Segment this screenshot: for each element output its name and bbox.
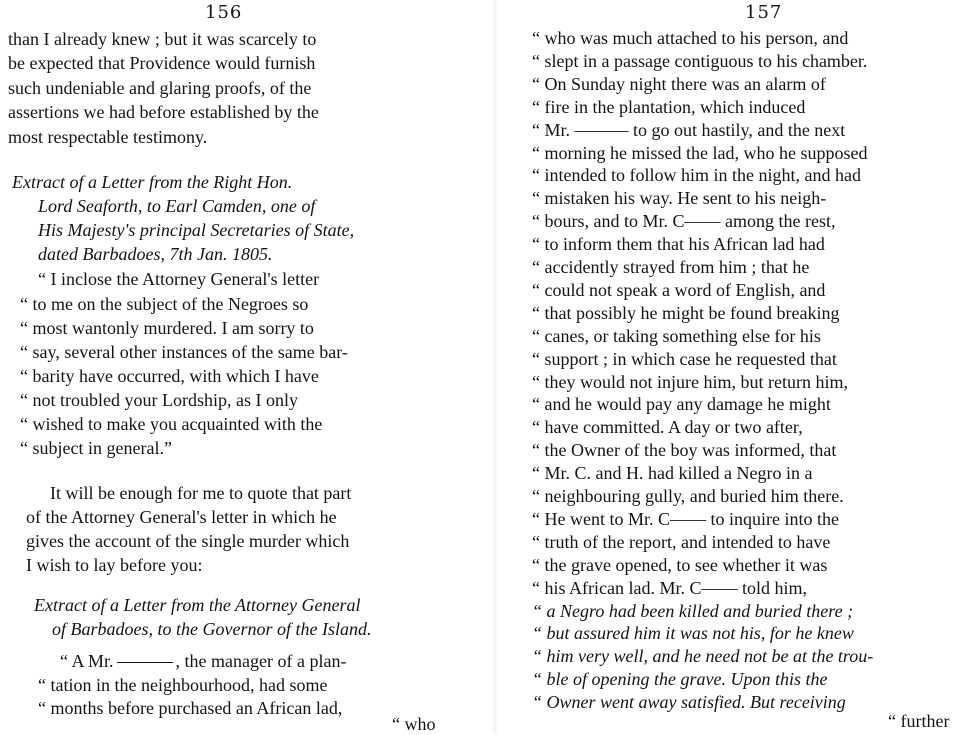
text-line: of the Attorney General's letter in which he (26, 507, 337, 527)
catchword: “ who (392, 714, 436, 734)
quote-start: “ A Mr. (60, 651, 114, 671)
text-line: “ to inform them that his African lad had (532, 234, 825, 255)
text-line: “ On Sunday night there was an alarm of (532, 73, 826, 94)
quote-line: “ months before purchased an African lad, (38, 698, 343, 718)
text-line: “ a Negro had been killed and buried there ; (532, 600, 854, 621)
text-line: “ him very well, and he need not be at the trou- (532, 646, 874, 667)
text-line: “ and he would pay any damage he might (532, 394, 831, 415)
page-number: 156 (205, 2, 243, 23)
quote-line: “ I inclose the Attorney General's letter (38, 269, 320, 289)
page-number: 157 (745, 2, 783, 23)
text-line: “ they would not injure him, but return him, (532, 371, 848, 392)
text-line: “ have committed. A day or two after, (532, 417, 803, 438)
text-line: “ He went to Mr. C—— to inquire into the (532, 508, 839, 529)
text-line: assertions we had before established by the (8, 102, 319, 122)
text-line: “ morning he missed the lad, who he supposed (532, 142, 868, 163)
text-line: “ slept in a passage contiguous to his chamber. (532, 50, 868, 71)
text-line: “ Mr. ——— to go out hastily, and the next (532, 119, 846, 140)
quote-line: “ say, several other instances of the same bar- (20, 342, 348, 362)
text-line: be expected that Providence would furnish (8, 53, 316, 73)
right-page (520, 0, 980, 733)
text-line: most respectable testimony. (8, 127, 208, 147)
heading-line: Extract of a Letter from the Attorney General (34, 595, 361, 615)
heading-line: Lord Seaforth, to Earl Camden, one of (38, 196, 316, 216)
text-line: “ the grave opened, to see whether it was (532, 554, 828, 575)
text-line: “ bours, and to Mr. C—— among the rest, (532, 211, 836, 232)
text-line: “ that possibly he might be found breaking (532, 302, 840, 323)
text-line: “ support ; in which case he requested that (532, 348, 837, 369)
text-line: “ intended to follow him in the night, and had (532, 165, 861, 186)
text-line: such undeniable and glaring proofs, of the (8, 78, 312, 98)
text-line: “ mistaken his way. He sent to his neigh- (532, 188, 827, 209)
text-line: “ his African lad. Mr. C—— told him, (532, 577, 807, 598)
quote-line (60, 650, 346, 672)
name-blank (117, 662, 173, 663)
text-line: “ Owner went away satisfied. But receiving (532, 692, 846, 713)
quote-line: “ not troubled your Lordship, as I only (20, 390, 298, 410)
text-line: “ could not speak a word of English, and (532, 279, 826, 300)
text-line: “ Mr. C. and H. had killed a Negro in a (532, 463, 813, 484)
text-line: “ fire in the plantation, which induced (532, 96, 806, 117)
text-line: than I already knew ; but it was scarcely to (8, 29, 317, 49)
quote-line: “ subject in general.” (20, 438, 172, 458)
text-line: gives the account of the single murder which (26, 531, 350, 551)
quote-line: “ barity have occurred, with which I have (20, 366, 319, 386)
text-line: “ who was much attached to his person, and (532, 28, 849, 48)
quote-line: “ to me on the subject of the Negroes so (20, 294, 309, 314)
book-gutter (492, 0, 498, 733)
quote-line: “ wished to make you acquainted with the (20, 414, 323, 434)
text-line: “ the Owner of the boy was informed, that (532, 440, 837, 461)
text-line: “ accidently strayed from him ; that he (532, 257, 810, 277)
text-line: I wish to lay before you: (26, 555, 203, 575)
catchword: “ further (888, 711, 950, 731)
heading-line: of Barbadoes, to the Governor of the Island. (52, 619, 372, 639)
heading-line: dated Barbadoes, 7th Jan. 1805. (38, 244, 273, 264)
text-line: It will be enough for me to quote that part (50, 483, 352, 503)
text-line: “ but assured him it was not his, for he knew (532, 623, 854, 644)
text-line: “ canes, or taking something else for his (532, 325, 821, 346)
quote-rest: , the manager of a plan- (175, 651, 347, 671)
heading-line: Extract of a Letter from the Right Hon. (12, 172, 293, 192)
text-line: “ ble of opening the grave. Upon this the (532, 669, 828, 690)
quote-line: “ most wantonly murdered. I am sorry to (20, 318, 314, 338)
left-page (0, 0, 470, 733)
text-line: “ truth of the report, and intended to have (532, 531, 831, 552)
heading-line: His Majesty's principal Secretaries of State, (38, 220, 355, 240)
quote-line: “ tation in the neighbourhood, had some (38, 675, 328, 695)
text-line: “ neighbouring gully, and buried him there. (532, 486, 844, 506)
